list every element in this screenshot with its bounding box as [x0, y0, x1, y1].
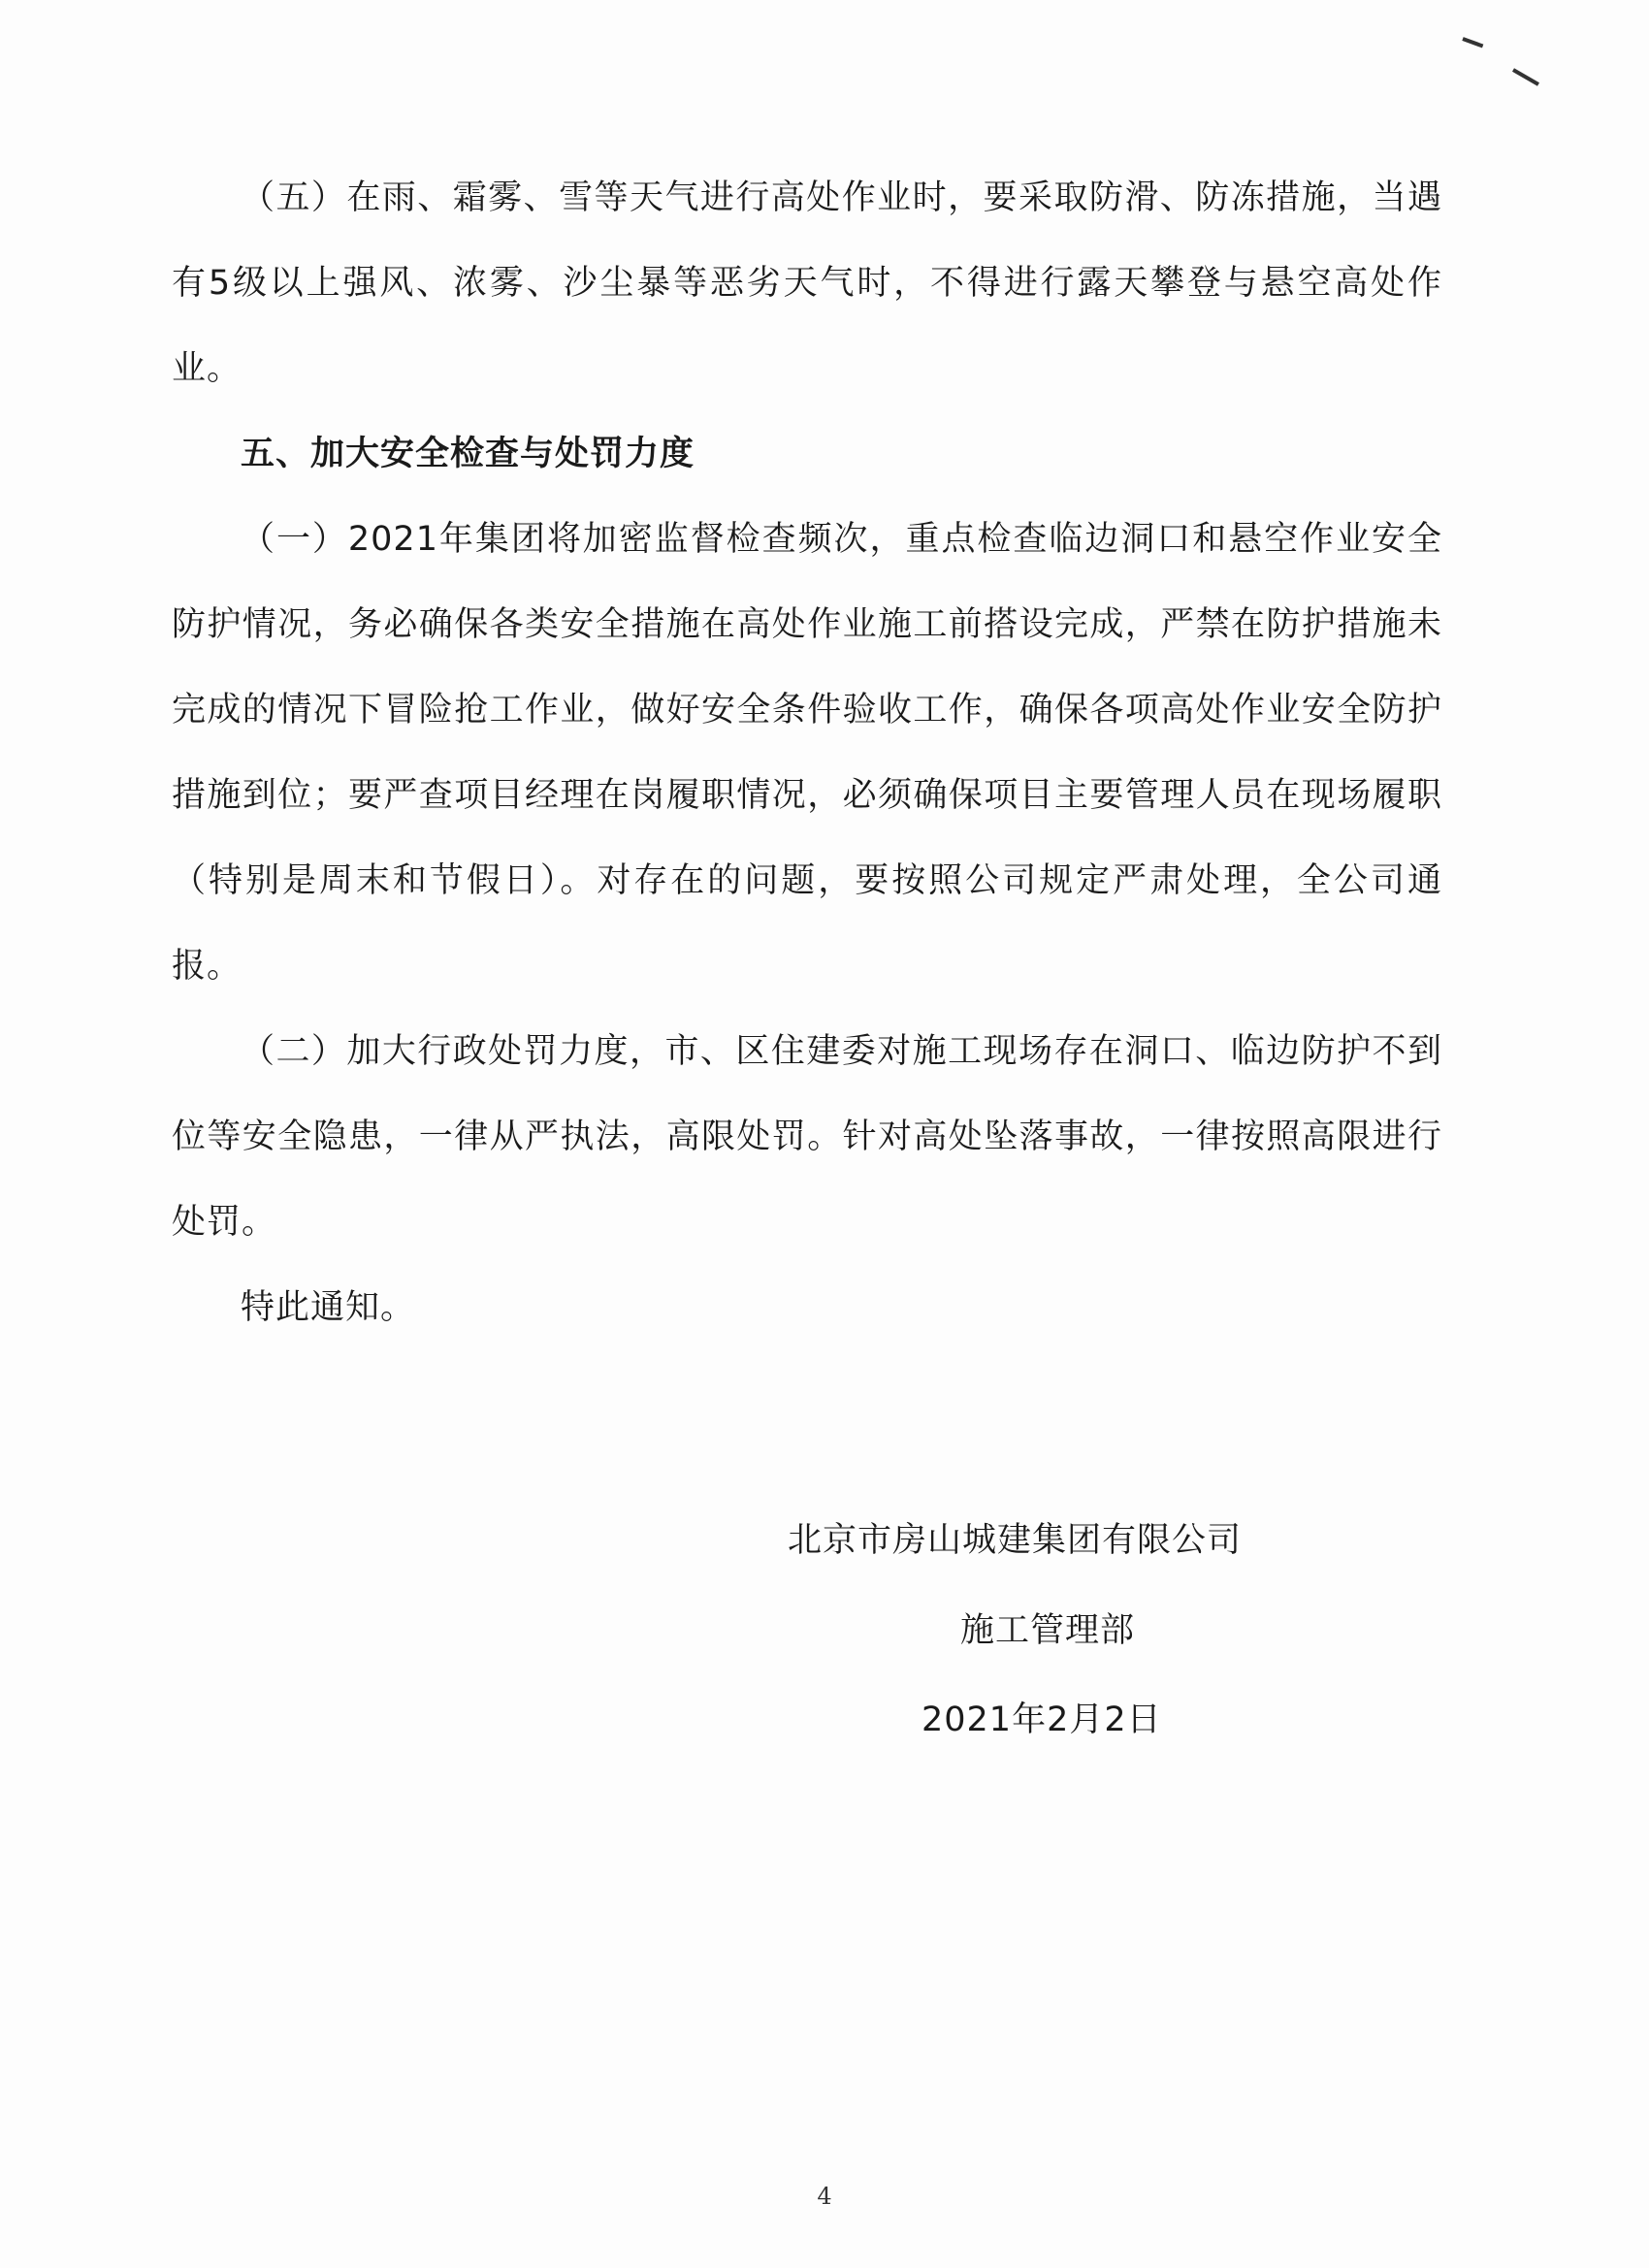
- paragraph-penalty: （二）加大行政处罚力度，市、区住建委对施工现场存在洞口、临边防护不到位等安全隐患，一律从严执法，高限处罚。针对高处坠落事故，一律按照高限进行处罚。: [172, 1032, 1442, 1242]
- section-heading: 五、加大安全检查与处罚力度: [241, 435, 695, 473]
- signature-department: 施工管理部: [960, 1611, 1136, 1650]
- scan-artifact-mark: [1462, 37, 1483, 48]
- scan-artifact-mark: [1512, 68, 1539, 85]
- paragraph-weather: （五）在雨、霜雾、雪等天气进行高处作业时，要采取防滑、防冻措施，当遇有5级以上强风、浓雾、沙尘暴等恶劣天气时，不得进行露天攀登与悬空高处作业。: [172, 178, 1442, 388]
- page-number: 4: [817, 2183, 832, 2210]
- document-body: [172, 155, 1442, 1350]
- signature-company: 北京市房山城建集团有限公司: [788, 1521, 1243, 1560]
- signature-date: 2021年2月2日: [922, 1701, 1162, 1739]
- paragraph-closing: 特此通知。: [241, 1288, 416, 1327]
- paragraph-inspection: （一）2021年集团将加密监督检查频次，重点检查临边洞口和悬空作业安全防护情况，务必确保各类安全措施在高处作业施工前搭设完成，严禁在防护措施未完成的情况下冒险抢工作业，做好安全条件验收工作，确保各项高处作业安全防护措施到位；要严查项目经理在岗履职情况，必须确保项目主要管理人员在现场履职（特别是周末和节假日）。对存在的问题，要按照公司规定严肃处理，全公司通报。: [172, 520, 1442, 986]
